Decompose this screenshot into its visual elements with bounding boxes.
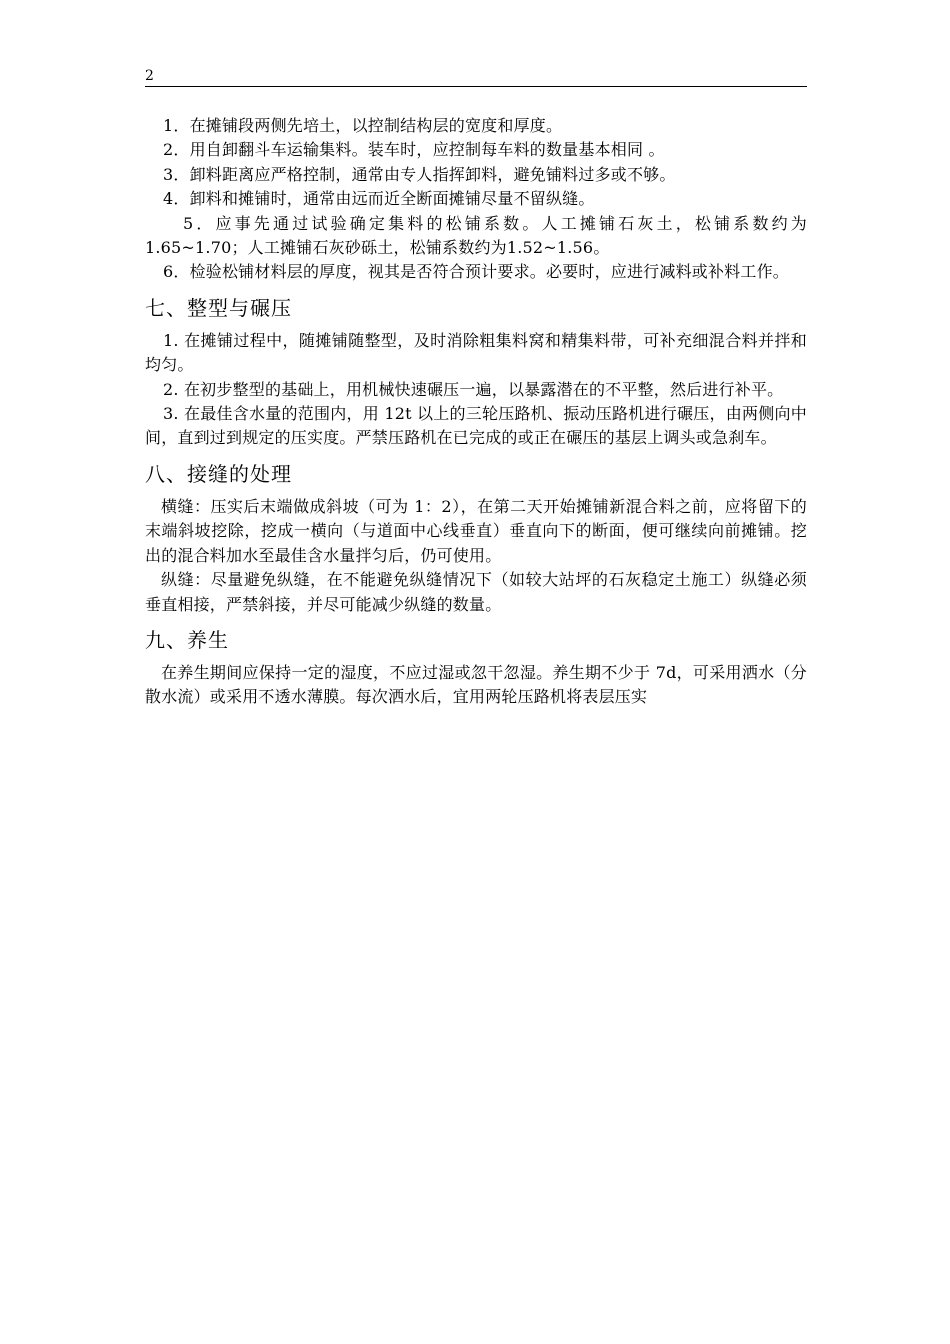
list-item: 5．应事先通过试验确定集料的松铺系数。人工摊铺石灰土，松铺系数约为1.65~1.70；人工摊铺石灰砂砾土，松铺系数约为1.52~1.56。 [145, 213, 807, 258]
header-rule [145, 86, 807, 87]
list-item: 1．在摊铺段两侧先培土，以控制结构层的宽度和厚度。 [163, 116, 563, 135]
page-number: 2 [145, 68, 154, 84]
list-item: 2．用自卸翻斗车运输集料。装车时，应控制每车料的数量基本相同 。 [163, 140, 665, 160]
list-item: 3．卸料距离应严格控制，通常由专人指挥卸料，避免铺料过多或不够。 [163, 164, 676, 184]
list-item: 横缝：压实后末端做成斜坡（可为 1：2），在第二天开始摊铺新混合料之前，应将留下的末端斜坡挖除，挖成一横向（与道面中心线垂直）垂直向下的断面，便可继续向前摊铺。挖出的混合料加水至最佳含水量拌匀后，仍可使用。 [145, 496, 807, 565]
list-item: 3. 在最佳含水量的范围内，用 12t 以上的三轮压路机、振动压路机进行碾压，由两侧向中间，直到过到规定的压实度。严禁压路机在已完成的或正在碾压的基层上调头或急刹车。 [145, 404, 807, 448]
list-item: 纵缝：尽量避免纵缝，在不能避免纵缝情况下（如较大站坪的石灰稳定土施工）纵缝必须垂直相接，严禁斜接，并尽可能减少纵缝的数量。 [145, 570, 807, 614]
list-item: 6．检验松铺材料层的厚度，视其是否符合预计要求。必要时，应进行减料或补料工作。 [163, 262, 789, 282]
document-body [145, 114, 807, 710]
section-heading-shaping-rolling: 七、整型与碾压 [145, 295, 292, 320]
section-heading-curing: 九、养生 [145, 627, 229, 652]
section-heading-joints: 八、接缝的处理 [145, 461, 292, 486]
list-item: 1. 在摊铺过程中，随摊铺随整型，及时消除粗集料窝和精集料带，可补充细混合料并拌和均匀。 [145, 330, 807, 375]
paragraph: 在养生期间应保持一定的湿度，不应过湿或忽干忽湿。养生期不少于 7d，可采用洒水（分散水流）或采用不透水薄膜。每次洒水后，宜用两轮压路机将表层压实 [145, 662, 807, 707]
list-item: 4．卸料和摊铺时，通常由远而近全断面摊铺尽量不留纵缝。 [163, 189, 595, 209]
list-item: 2. 在初步整型的基础上，用机械快速碾压一遍，以暴露潜在的不平整，然后进行补平。 [163, 379, 784, 399]
